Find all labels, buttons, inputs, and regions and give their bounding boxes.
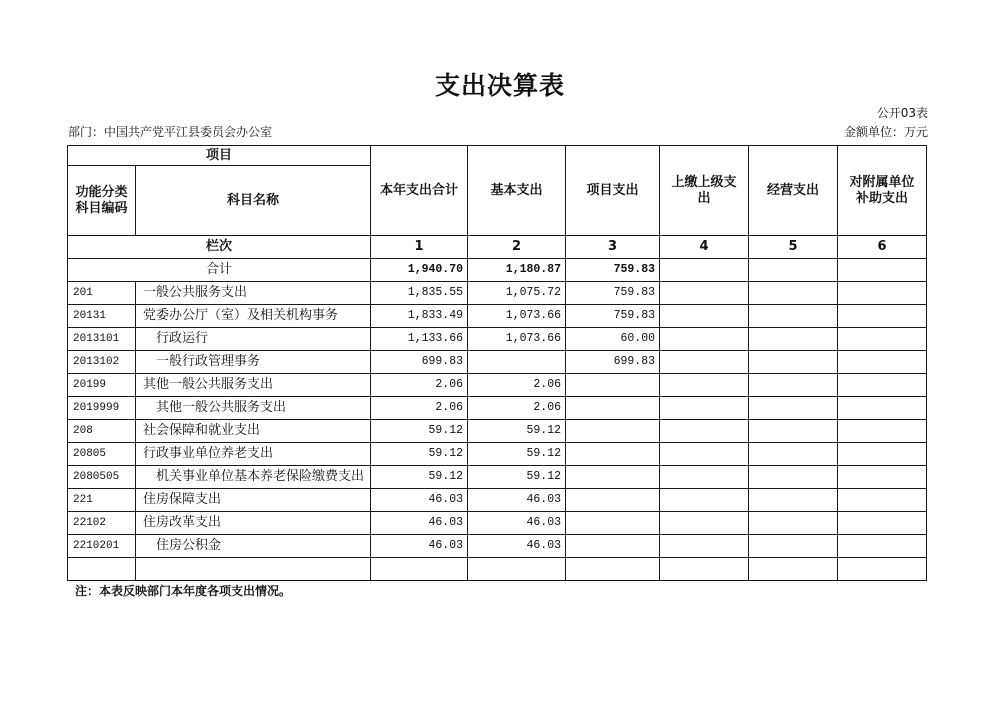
table-row: [68, 443, 927, 466]
empty-cell: [660, 558, 749, 581]
project-cell: [566, 512, 660, 535]
footnote: 注：本表反映部门本年度各项支出情况。: [75, 584, 292, 598]
subsidy-cell: [838, 351, 927, 374]
table-row: [68, 466, 927, 489]
upper-cell: [660, 328, 749, 351]
summary-project-cell: 759.83: [566, 259, 660, 282]
project-cell: 699.83: [566, 351, 660, 374]
basic-cell: 59.12: [468, 466, 566, 489]
basic-cell: 59.12: [468, 443, 566, 466]
empty-cell: [136, 558, 371, 581]
name-cell: 行政事业单位养老支出: [136, 443, 371, 466]
table-body: [68, 146, 927, 581]
name-cell: 住房公积金: [136, 535, 371, 558]
basic-cell: 46.03: [468, 512, 566, 535]
column-index-number: 3: [566, 236, 660, 259]
upper-cell: [660, 489, 749, 512]
code-header-label: 功能分类科目编码: [75, 184, 128, 216]
table-row: [68, 535, 927, 558]
column-index-row: [68, 236, 927, 259]
subsidy-cell: [838, 466, 927, 489]
amount-unit-line: [844, 124, 928, 140]
name-cell: 社会保障和就业支出: [136, 420, 371, 443]
project-cell: [566, 374, 660, 397]
operating-cell: [749, 512, 838, 535]
upper-cell: [660, 420, 749, 443]
table-row: [68, 512, 927, 535]
summary-basic-cell: 1,180.87: [468, 259, 566, 282]
empty-cell: [371, 558, 468, 581]
subsidy-cell: [838, 420, 927, 443]
operating-cell: [749, 328, 838, 351]
basic-cell: 59.12: [468, 420, 566, 443]
name-cell: 其他一般公共服务支出: [136, 374, 371, 397]
upper-cell: [660, 374, 749, 397]
empty-cell: [468, 558, 566, 581]
code-header: [68, 166, 136, 236]
project-cell: 759.83: [566, 282, 660, 305]
code-cell: 2019999: [68, 397, 136, 420]
total-cell: 59.12: [371, 443, 468, 466]
project-cell: [566, 489, 660, 512]
code-cell: 2013101: [68, 328, 136, 351]
name-cell: 住房保障支出: [136, 489, 371, 512]
summary-total-cell: 1,940.70: [371, 259, 468, 282]
subsidy-cell: [838, 489, 927, 512]
operating-cell: [749, 443, 838, 466]
subsidy-cell: [838, 443, 927, 466]
upper-cell: [660, 466, 749, 489]
basic-cell: 1,075.72: [468, 282, 566, 305]
code-cell: 22102: [68, 512, 136, 535]
name-cell: 行政运行: [136, 328, 371, 351]
column-index-number: 4: [660, 236, 749, 259]
code-cell: 221: [68, 489, 136, 512]
amount-unit-label: 金额单位：: [843, 125, 904, 139]
total-cell: 1,133.66: [371, 328, 468, 351]
basic-cell: 1,073.66: [468, 305, 566, 328]
basic-cell: 1,073.66: [468, 328, 566, 351]
project-cell: 60.00: [566, 328, 660, 351]
subsidy-cell: [838, 328, 927, 351]
column-index-number: 5: [749, 236, 838, 259]
subsidy-cell: [838, 512, 927, 535]
department-label: 部门：: [68, 125, 105, 139]
project-cell: [566, 443, 660, 466]
total-cell: 46.03: [371, 489, 468, 512]
name-cell: 党委办公厅（室）及相关机构事务: [136, 305, 371, 328]
department-line: [68, 124, 272, 140]
project-cell: [566, 420, 660, 443]
total-cell: 1,835.55: [371, 282, 468, 305]
upper-header-label: 上缴上级支出: [671, 174, 737, 206]
upper-cell: [660, 443, 749, 466]
operating-cell: [749, 489, 838, 512]
empty-cell: [566, 558, 660, 581]
table-row: [68, 305, 927, 328]
subsidy-cell: [838, 305, 927, 328]
header-row-top: [68, 146, 927, 166]
basic-cell: 2.06: [468, 397, 566, 420]
subsidy-cell: [838, 535, 927, 558]
table-row: [68, 374, 927, 397]
empty-cell: [838, 558, 927, 581]
upper-cell: [660, 535, 749, 558]
table-row: [68, 397, 927, 420]
empty-cell: [68, 558, 136, 581]
table-row: [68, 328, 927, 351]
upper-cell: [660, 282, 749, 305]
table-row: [68, 489, 927, 512]
total-header: 本年支出合计: [371, 146, 468, 236]
empty-row: [68, 558, 927, 581]
code-cell: 208: [68, 420, 136, 443]
item-header: 项目: [68, 146, 371, 166]
basic-cell: 46.03: [468, 535, 566, 558]
summary-row: [68, 259, 927, 282]
basic-cell: 46.03: [468, 489, 566, 512]
code-cell: 2013102: [68, 351, 136, 374]
basic-cell: 2.06: [468, 374, 566, 397]
column-index-number: 1: [371, 236, 468, 259]
name-cell: 其他一般公共服务支出: [136, 397, 371, 420]
project-cell: [566, 397, 660, 420]
operating-cell: [749, 374, 838, 397]
upper-header: [660, 146, 749, 236]
upper-cell: [660, 351, 749, 374]
column-index-number: 6: [838, 236, 927, 259]
project-cell: [566, 466, 660, 489]
total-cell: 46.03: [371, 535, 468, 558]
operating-header: 经营支出: [749, 146, 838, 236]
operating-cell: [749, 535, 838, 558]
subsidy-cell: [838, 397, 927, 420]
code-cell: 2080505: [68, 466, 136, 489]
code-cell: 20805: [68, 443, 136, 466]
code-cell: 2210201: [68, 535, 136, 558]
total-cell: 59.12: [371, 420, 468, 443]
basic-cell: [468, 351, 566, 374]
subsidy-header: [838, 146, 927, 236]
basic-header: 基本支出: [468, 146, 566, 236]
code-cell: 20199: [68, 374, 136, 397]
operating-cell: [749, 466, 838, 489]
department-value: 中国共产党平江县委员会办公室: [104, 125, 273, 139]
project-cell: [566, 535, 660, 558]
operating-cell: [749, 397, 838, 420]
total-cell: 2.06: [371, 374, 468, 397]
name-cell: 一般公共服务支出: [136, 282, 371, 305]
name-header: 科目名称: [136, 166, 371, 236]
operating-cell: [749, 305, 838, 328]
summary-upper-cell: [660, 259, 749, 282]
subsidy-header-label: 对附属单位补助支出: [849, 174, 915, 206]
summary-label: 合计: [68, 259, 371, 282]
page-title: 支出决算表: [434, 71, 565, 100]
total-cell: 699.83: [371, 351, 468, 374]
form-number: 公开03表: [876, 106, 928, 120]
total-cell: 2.06: [371, 397, 468, 420]
name-cell: 一般行政管理事务: [136, 351, 371, 374]
table-row: [68, 282, 927, 305]
project-header: 项目支出: [566, 146, 660, 236]
name-cell: 机关事业单位基本养老保险缴费支出: [136, 466, 371, 489]
operating-cell: [749, 420, 838, 443]
column-index-label: 栏次: [68, 236, 371, 259]
summary-subsidy-cell: [838, 259, 927, 282]
total-cell: 46.03: [371, 512, 468, 535]
column-index-number: 2: [468, 236, 566, 259]
summary-operating-cell: [749, 259, 838, 282]
empty-cell: [749, 558, 838, 581]
code-cell: 201: [68, 282, 136, 305]
total-cell: 59.12: [371, 466, 468, 489]
upper-cell: [660, 305, 749, 328]
code-cell: 20131: [68, 305, 136, 328]
upper-cell: [660, 397, 749, 420]
table-row: [68, 351, 927, 374]
name-cell: 住房改革支出: [136, 512, 371, 535]
operating-cell: [749, 282, 838, 305]
amount-unit-value: 万元: [903, 125, 928, 139]
upper-cell: [660, 512, 749, 535]
subsidy-cell: [838, 374, 927, 397]
table-row: [68, 420, 927, 443]
operating-cell: [749, 351, 838, 374]
subsidy-cell: [838, 282, 927, 305]
total-cell: 1,833.49: [371, 305, 468, 328]
expenditure-table: [67, 145, 927, 581]
project-cell: 759.83: [566, 305, 660, 328]
